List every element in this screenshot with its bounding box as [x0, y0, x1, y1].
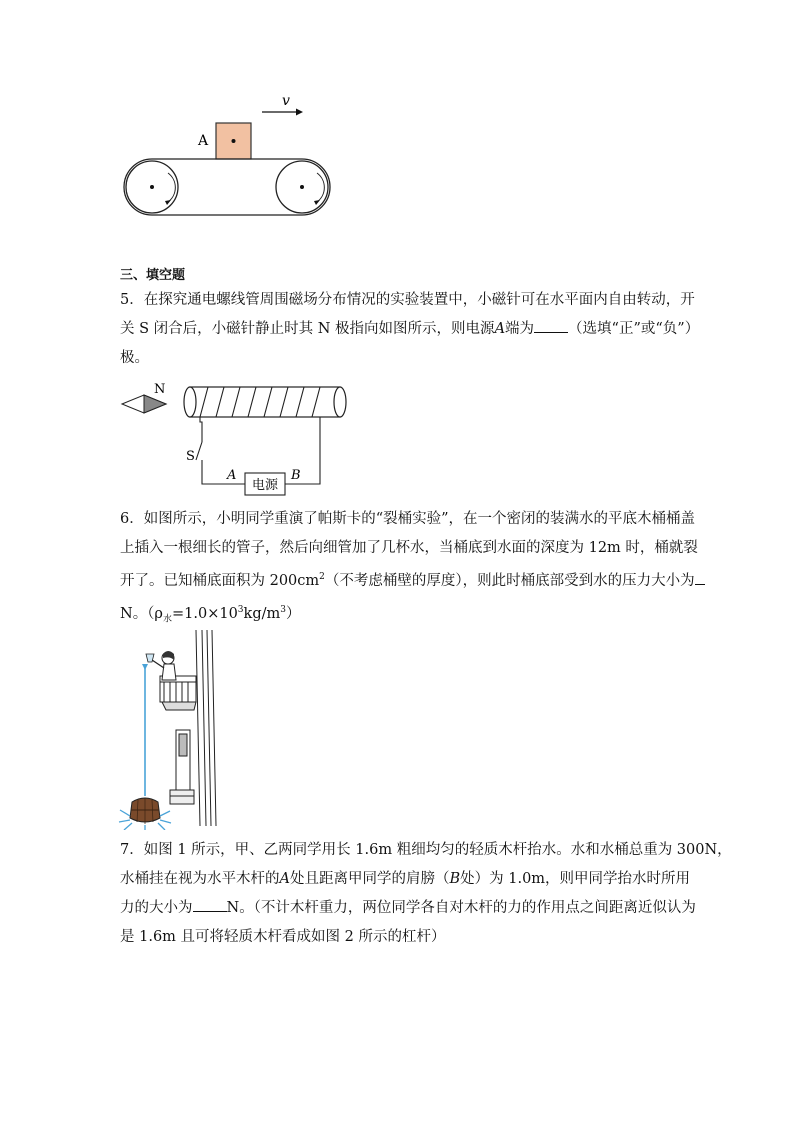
q5-line-3: 极。 [120, 350, 149, 366]
needle-n-label: N [154, 382, 166, 397]
velocity-arrowhead [296, 109, 303, 116]
q6-line-4: N。$(\rho_水=1.0\times 10^3kg/m^3)$ [120, 604, 301, 625]
wire-left-bottom [202, 460, 245, 484]
q5-answer-blank[interactable] [534, 318, 568, 333]
question-5 [120, 286, 700, 373]
wire-left-top [200, 417, 202, 442]
q6-line-1: 6．如图所示，小明同学重演了帕斯卡的“裂桶实验”，在一个密闭的装满水的平底木桶桶盖 [120, 511, 696, 527]
barrel [130, 798, 160, 824]
velocity-label: v [282, 93, 290, 109]
conveyor-figure [110, 90, 350, 225]
block-center-dot [232, 139, 236, 143]
q7-line-2: 水桶挂在视为水平木杆的A处且距离甲同学的肩膀（B处）为 1.0m，则甲同学抬水时所用 [120, 871, 691, 887]
q6-line-3: 开了。已知桶底面积为 $200cm^2$（不考虑桶壁的厚度），则此时桶底部受到水的压力大小为 [120, 563, 680, 596]
q6-line-2: 上插入一根细长的管子，然后向细管加了几杯水，当桶底到水面的深度为 12m 时，桶就裂 [120, 540, 698, 556]
q7-answer-blank[interactable] [193, 897, 227, 912]
solenoid-figure [118, 380, 358, 500]
q5-line-1: 5．在探究通电螺线管周围磁场分布情况的实验装置中，小磁针可在水平面内自由转动，开 [120, 292, 695, 308]
power-supply-label: 电源 [251, 478, 279, 493]
q7-line-4: 是 1.6m 且可将轻质木杆看成如图 2 所示的杠杆） [120, 929, 446, 945]
question-6 [120, 505, 698, 635]
switch-label: S [186, 449, 195, 464]
q7-line-1: 7．如图 1 所示，甲、乙两同学用长 1.6m 粗细均匀的轻质木杆抬水。水和水桶总重为 300N， [120, 842, 732, 858]
q7-line-3: 力的大小为 N。（不计木杆重力，两位同学各自对木杆的力的作用点之间距离近似认为 [120, 894, 680, 923]
terminal-a-label: A [227, 468, 237, 483]
q5-line-2: 关 S 闭合后，小磁针静止时其 N 极指向如图所示，则电源A端为 （选填“正”或“负”） [120, 315, 680, 344]
switch-s [196, 442, 202, 460]
q6-answer-blank[interactable] [695, 570, 705, 585]
block-label-a: A [198, 133, 209, 149]
pascal-barrel-figure [118, 630, 228, 830]
question-7 [120, 836, 732, 952]
section-title: 三、填空题 [120, 268, 186, 283]
terminal-b-label: B [291, 468, 301, 483]
